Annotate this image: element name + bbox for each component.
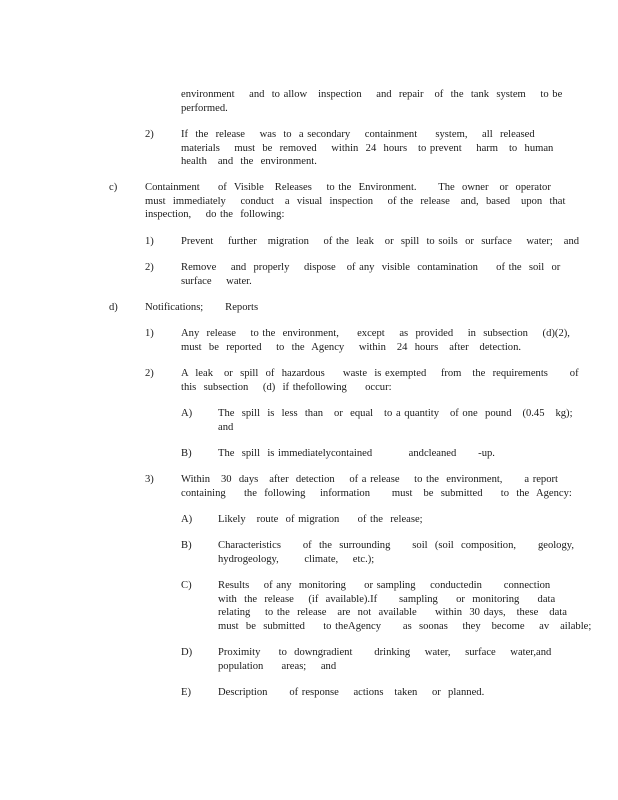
item-text: A leak or spill of hazardous waste is exempted from the requirements of this subsection (d) if thefollowing occur:: [181, 368, 579, 393]
subitem-label: D): [181, 647, 193, 658]
subitem-text: Description of response actions taken or planned.: [218, 687, 485, 698]
subitem-label: C): [181, 580, 192, 591]
item-label: 1): [145, 328, 154, 339]
subitem-label: B): [181, 540, 192, 551]
subitem-text: Likely route of migration of the release;: [218, 514, 423, 525]
item-label: 1): [145, 236, 154, 247]
item-label: 2): [145, 262, 154, 273]
subitem-label: E): [181, 687, 191, 698]
subitem-text: The spill is less than or equal to a quantity of one pound (0.45 kg); and: [218, 408, 573, 433]
subitem-label: A): [181, 408, 193, 419]
subitem-text: Results of any monitoring or sampling conductedin connection with the release (if available).If sampling or monitoring data relating to the release are not available within 30 days, these data must be submitted to theAgency as soonas they become av ailable;: [218, 580, 592, 632]
item-text: Remove and properly dispose of any visible contamination of the soil or surface water.: [181, 262, 561, 287]
subitem-text: Characteristics of the surrounding soil (soil composition, geology, hydrogeology, climate, etc.);: [218, 540, 575, 565]
item-text: Within 30 days after detection of a release to the environment, a report containing the following information must be submitted to the Agency:: [181, 474, 572, 499]
section-label: c): [109, 182, 118, 193]
subitem-text: Proximity to downgradient drinking water, surface water,and population areas; and: [218, 647, 552, 672]
subitem-text: The spill is immediatelycontained andcleaned -up.: [218, 448, 495, 459]
section-text: Containment of Visible Releases to the Environment. The owner or operator must immediately conduct a visual inspection of the release and, based upon that inspection, do the following:: [145, 182, 566, 221]
continuation-paragraph: environment and to allow inspection and repair of the tank system to be performed.: [181, 89, 563, 114]
section-label: d): [109, 302, 118, 313]
item-text: Any release to the environment, except as provided in subsection (d)(2), must be reported to the Agency within 24 hours after detection.: [181, 328, 570, 353]
section-heading: Notifications; Reports: [145, 302, 259, 313]
item-label: 2): [145, 368, 154, 379]
item-text: Prevent further migration of the leak or spill to soils or surface water; and: [181, 236, 580, 247]
subitem-label: A): [181, 514, 193, 525]
subitem-label: B): [181, 448, 192, 459]
item-label: 3): [145, 474, 154, 485]
item-text: If the release was to a secondary containment system, all released materials must be removed within 24 hours to prevent harm to human health and the environment.: [181, 129, 554, 168]
item-label: 2): [145, 129, 154, 140]
